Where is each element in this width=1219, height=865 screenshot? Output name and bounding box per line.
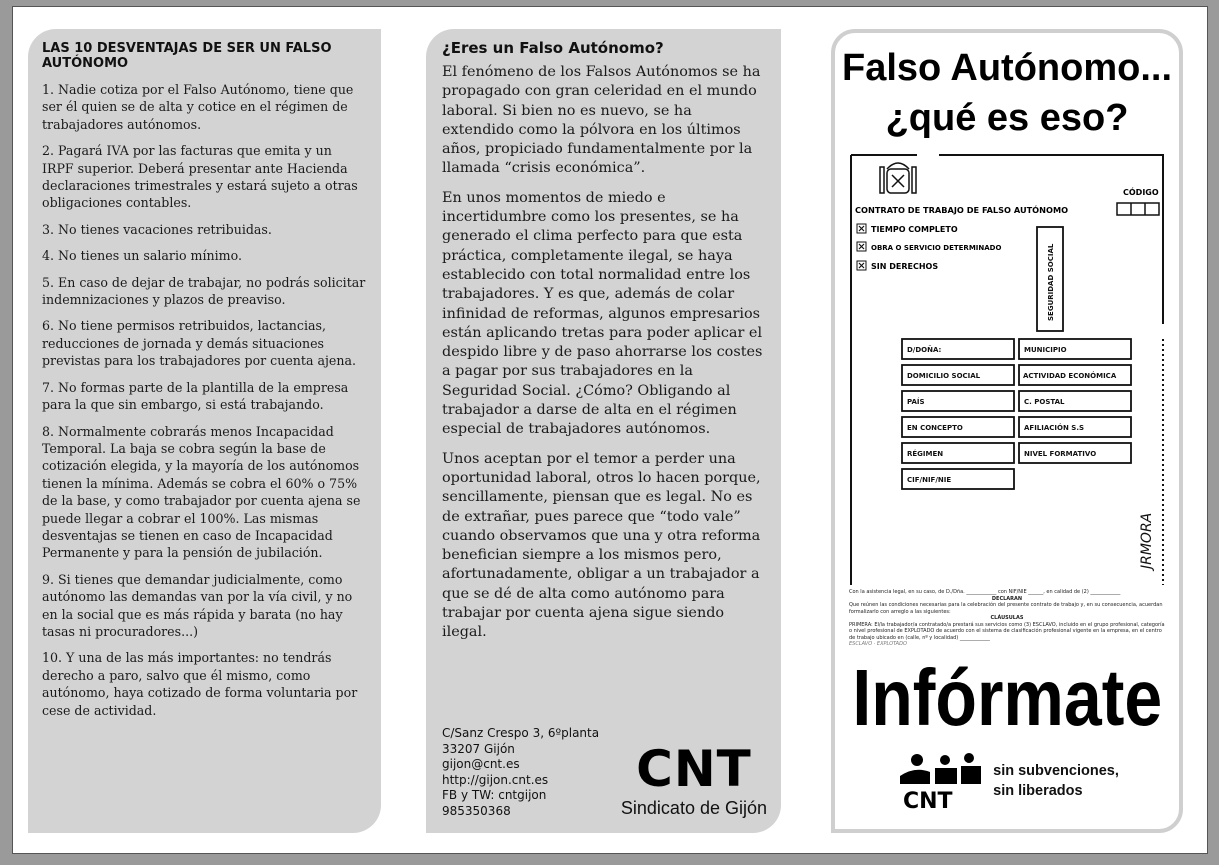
strip-label: MUNICIPIO: [1024, 346, 1067, 354]
coat-of-arms-icon: [880, 163, 916, 193]
cover-panel: [831, 29, 1183, 833]
disadvantage-item: 3. No tienes vacaciones retribuidas.: [42, 221, 272, 237]
strip-label: NIVEL FORMATIVO: [1024, 450, 1097, 458]
contract-clausulas: CLÁUSULAS: [990, 615, 1024, 621]
inform-yourself-heading: Infórmate: [852, 652, 1162, 742]
checkbox-label: SIN DERECHOS: [871, 262, 939, 271]
contact-website: http://gijon.cnt.es: [442, 772, 549, 787]
explanation-paragraph: Unos aceptan por el temor a perder una oportunidad laboral, otros lo hacen porque, sencillamente, piensan que es legal. No es de extrañar, pues parece que “todo vale” cuando observamos que una y otra reforma benefician siempre a los mismos pero, afortunadamente, obligar a un trabajador a que se dé de alta como autónomo para trabajar por cuenta ajena sigue siendo ilegal.: [442, 450, 761, 641]
explanation-heading: ¿Eres un Falso Autónomo?: [442, 39, 664, 57]
strip-label: PAÍS: [907, 398, 925, 406]
disadvantage-item: 4. No tienes un salario mínimo.: [42, 248, 242, 264]
contract-handwritten: ESCLAVO · EXPLOTADO: [849, 641, 907, 647]
slogan-line2: sin liberados: [993, 782, 1083, 799]
disadvantage-item: 7. No formas parte de la plantilla de la empresa para la que sin embargo, si está trabajando.: [42, 379, 349, 413]
checkbox-label: OBRA O SERVICIO DETERMINADO: [871, 244, 1002, 252]
cnt-logo: [621, 741, 767, 819]
strip-label: C. POSTAL: [1024, 398, 1065, 406]
cnt-workers-logo: [895, 752, 987, 810]
disadvantages-heading: LAS 10 DESVENTAJAS DE SER UN FALSO AUTÓNOMO: [42, 41, 332, 71]
contact-phone: 985350368: [442, 803, 511, 818]
disadvantage-item: 9. Si tienes que demandar judicialmente, como autónomo las demandas van por la vía civil, y no en la social que es más rápida y barata (no hay tasas ni procuradores...): [42, 571, 353, 639]
strip-label: AFILIACIÓN S.S: [1024, 424, 1085, 432]
address-street: C/Sanz Crespo 3, 6ºplanta: [442, 726, 600, 740]
strip-label: DOMICILIO SOCIAL: [907, 372, 981, 380]
contact-social: FB y TW: cntgijon: [442, 788, 547, 802]
contract-declaran: DECLARAN: [991, 595, 1023, 602]
explanation-panel: [426, 29, 781, 833]
strip-label: ACTIVIDAD ECONÓMICA: [1023, 372, 1117, 380]
contract-title: CONTRATO DE TRABAJO DE FALSO AUTÓNOMO: [855, 205, 1069, 215]
contact-footer: [442, 714, 767, 819]
contract-legal-text: Que reúnen las condiciones necesarias para la celebración del presente contrato de trabajo y, en su consecuencia, acuerdan formalizarlo con arreglo a las siguientes:: [849, 602, 1163, 615]
contact-email: gijon@cnt.es: [442, 757, 520, 771]
strip-label: CIF/NIF/NIE: [907, 476, 952, 484]
brochure-page: [12, 6, 1208, 854]
disadvantage-item: 8. Normalmente cobrarás menos Incapacidad Temporal. La baja se cobra según la base de cotización elegida, y la mayoría de los autónomos tienen la mínima. Además se cobra el 60% o 75% de la base, y como trabajador por cuenta ajena se puede llegar a cobrar el 100%. Las mismas desventajas se tienen en caso de Incapacidad Permanente y para la pensión de jubilación.: [42, 423, 361, 561]
artist-signature: JRMORA: [1139, 512, 1155, 569]
contract-legal-text: Con la asistencia legal, en su caso, de D./Dña. ____________ con NIF/NIE ______, en calidad de (2) ____________: [849, 589, 1121, 595]
contract-legal-block: [849, 589, 1165, 648]
checkbox-label: TIEMPO COMPLETO: [871, 225, 958, 234]
contract-illustration: [847, 149, 1167, 589]
contract-handwritten-explotado: EXPLOTADO: [876, 641, 907, 647]
slogan-line1: sin subvenciones,: [993, 762, 1119, 779]
cnt-slogan: [993, 761, 1119, 801]
disadvantage-item: 5. En caso de dejar de trabajar, no podrás solicitar indemnizaciones y plazos de preaviso.: [42, 274, 366, 308]
explanation-paragraph: El fenómeno de los Falsos Autónomos se ha propagado con gran celeridad en el mundo laboral. Si bien no es nuevo, se ha extendido como la pólvora en los últimos años, propiciado fundamentalmente por la llamada “crisis económica”.: [442, 64, 761, 177]
disadvantage-item: 6. No tiene permisos retribuidos, lactancias, reducciones de jornada y demás situaciones previstas para los trabajadores por cuenta ajena.: [42, 318, 356, 369]
address-postcode: 33207 Gijón: [442, 741, 515, 756]
cnt-logo-subtitle: Sindicato de Gijón: [620, 798, 767, 818]
strip-label: D/DOÑA:: [907, 346, 942, 354]
cnt-logo-text: CNT: [636, 740, 752, 798]
code-label: CÓDIGO: [1123, 188, 1159, 197]
cnt-small-logo-text: CNT: [903, 788, 953, 810]
cover-title-line1: Falso Autónomo...: [841, 47, 1172, 89]
disadvantage-item: 1. Nadie cotiza por el Falso Autónomo, tiene que ser él quien se de alta y cotice en el régimen de trabajadores autónomos.: [42, 82, 354, 132]
disadvantage-item: 2. Pagará IVA por las facturas que emita y un IRPF superior. Deberá presentar ante Hacienda declaraciones trimestrales y estará sujeto a otras obligaciones contables.: [42, 143, 358, 211]
strip-label: RÉGIMEN: [907, 450, 944, 458]
cover-title: [835, 43, 1179, 143]
contract-legal-text: PRIMERA: El/la trabajador/a contratado/a prestará sus servicios como (3) ESCLAVO, incluido en el grupo profesional, categoría o nivel profesional de EXPLOTADO de acuerdo con el sistema de clasificación profesional vigente en la empresa, en el centro de trabajo ubicado en (calle, nº y localidad) ____________: [849, 621, 1165, 641]
cover-title-line2: ¿qué es eso?: [885, 97, 1129, 139]
strip-label: SEGURIDAD SOCIAL: [1047, 243, 1055, 321]
contract-handwritten-esclavo: ESCLAVO: [849, 641, 873, 647]
strip-label: EN CONCEPTO: [907, 424, 963, 432]
disadvantages-panel: [28, 29, 381, 833]
disadvantage-item: 10. Y una de las más importantes: no tendrás derecho a paro, salvo que él mismo, como autónomo, haya cotizado de forma voluntaria por cese de actividad.: [42, 650, 358, 718]
contact-address: [442, 726, 599, 819]
explanation-paragraph: En unos momentos de miedo e incertidumbre como los presentes, se ha generado el clima perfecto para que esta práctica, completamente ilegal, se haya establecido con total normalidad entre los trabajadores. Y es que, además de colar infinidad de reformas, algunos empresarios están aplicando tretas para poder aplicar el despido libre y de paso ahorrarse los costes a pagar por sus trabajadores en la Seguridad Social. ¿Cómo? Obligando al trabajador a darse de alta en el régimen especial de trabajadores autónomos.: [442, 189, 763, 438]
cnt-slogan-row: [895, 752, 1119, 810]
